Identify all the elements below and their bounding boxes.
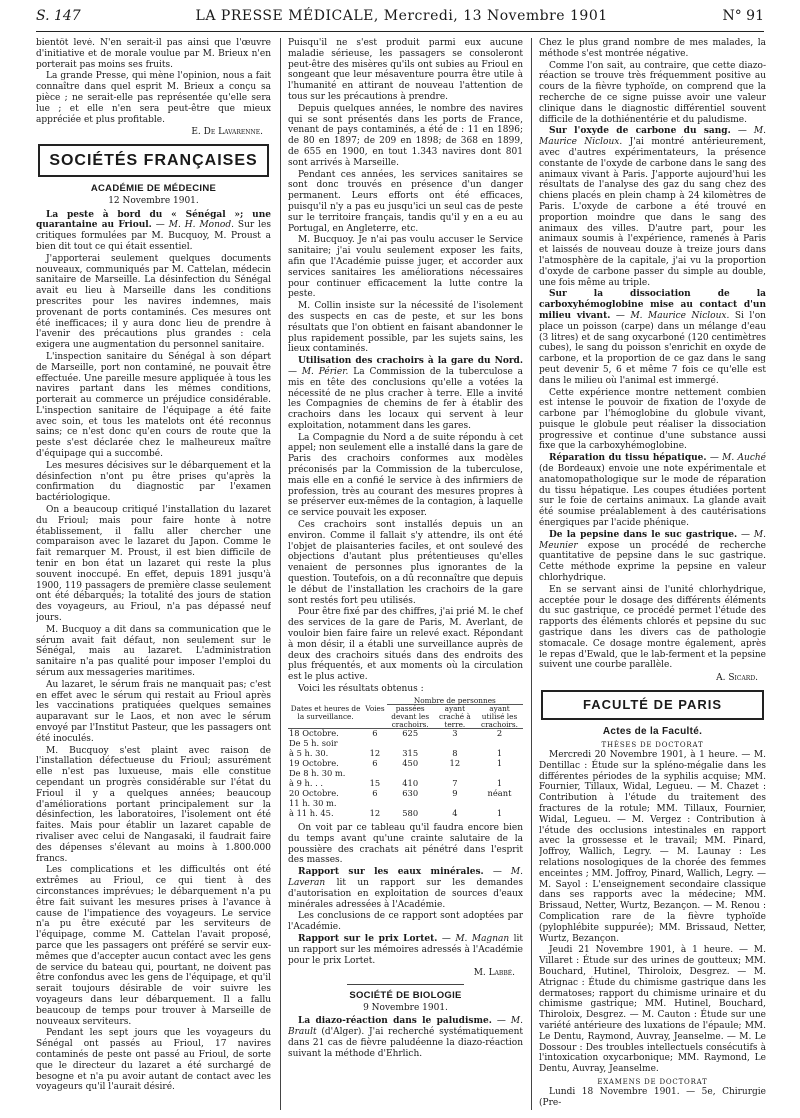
signature-labbe: M. Labbé. — [473, 968, 515, 979]
intro-paragraph-2: La grande Presse, qui mène l'opinion, nous a fait connaître dans quel esprit M. Brieux a conçu sa pièce ; ne serait-elle pas représentée qu'elle sera lue ; et elle n'en sera peut-être que mieux appréciée et plus profitable. — [36, 71, 271, 125]
table-cell: De 5 h. soir — [289, 738, 338, 749]
tissu-title: Réparation du tissu hépatique. — [549, 453, 707, 464]
eaux-text: lit un rapport sur les demandes d'autorisation en exploitation de sources d'eaux minérales adressées à l'Académie. — [288, 878, 523, 910]
bucquoy-paragraph: M. Bucquoy. Je n'ai pas voulu accuser le Service sanitaire; j'ai voulu seulement exposer les faits, afin que l'Académie puisse juger, et accorder aux services sanitaires les améliorations nécessaires pour continuer efficacement la lutte contre la peste. — [288, 235, 523, 300]
col2-paragraph: Depuis quelques années, le nombre des navires qui se sont présentés dans les ports de France, venant de pays contaminés, a été de : 11 en 1896; de 80 en 1897; de 209 en 1898; de 368 en 1899, de 655 en 1900, en tout 1.343 navires dont 801 sont arrivés à Marseille. — [288, 103, 523, 168]
peste-paragraph: M. Bucquoy a dit dans sa communication que le sérum avait fait défaut, non seulement sur le Sénégal, mais au lazaret. L'administration sanitaire n'a pas qualité pour imposer l'emploi du sérum aux messageries maritimes. — [36, 624, 271, 679]
peste-paragraph: Pendant les sept jours que les voyageurs du Sénégal ont passés au Frioul, 17 navires contaminés de peste ont passé au Frioul, de sorte que le directeur du lazaret a été surchargé de besogne et n'a pu avoir autant de contact avec les voyageurs qu'il l'aurait désiré. — [36, 1028, 271, 1093]
table-group-header: Nombre de personnes — [387, 697, 523, 705]
newspaper-title: LA PRESSE MÉDICALE, Mercredi, 13 Novembre 1901 — [195, 8, 608, 24]
table-cell: à 11 h. 45. — [289, 808, 334, 819]
peste-author: — M. H. Monod. — [155, 220, 234, 231]
section-title-box — [38, 144, 269, 177]
theses-label: THÈSES DE DOCTORAT — [601, 740, 704, 749]
peste-paragraph: On a beaucoup critiqué l'installation du lazaret du Frioul; mais pour faire honte à notre établissement, il fallu aller chercher une comparaison avec le lazaret du Japon. Comme le fait remarquer M. Proust, il est bien difficile de tenir en bon état un lazaret qui reste la plus souvent inoccupé. En effet, depuis 1891 jusqu'à 1900, 119 passagers de première classe seulement ont été débarqués; la totalité des jours de station des voyageurs, au Frioul, n'a pas dépassé neuf jours. — [36, 505, 271, 624]
peste-paragraph: J'apporterai seulement quelques documents nouveaux, communiqués par M. Cattelan, médecin sanitaire de Marseille. La désinfection du Sénégal avait eu lieu à Marseille dans les conditions prescrites pour les navires indemnes, mais provenant de ports contaminés. Ces mesures ont été inefficaces; il y aura donc lieu de prendre à l'avenir des précautions plus grandes : cela exigera une augmentation du personnel sanitaire. — [36, 253, 271, 351]
table-cell: 12 — [449, 758, 461, 769]
crachoirs-paragraph: Pour être fixé par des chiffres, j'ai prié M. le chef des services de la gare de Paris, M. Averlant, de vouloir bien faire faire un relevé exact. Répondant à mon désir, il a établi une surveillance auprès de deux des crachoirs situés dans des endroits des plus fréquentés, et aux moments où la circulation est le plus active. — [288, 607, 523, 683]
eaux-author: — M. Laveran — [288, 867, 523, 888]
lortet-author: — M. Magnan — [441, 933, 510, 944]
actes-heading: Actes de la Faculté. — [602, 725, 703, 737]
issue-number: N° 91 — [722, 8, 764, 24]
table-cell: 3 — [452, 728, 458, 739]
table-cell: 18 Octobre. — [289, 728, 339, 739]
table-cell: à 5 h. 30. — [289, 748, 329, 759]
diazo-author: — M. Brault — [288, 1016, 523, 1038]
table-cell: 8 — [452, 748, 458, 759]
lortet-text: lit un rapport sur les mémoires adressés à l'Académie pour le prix Lortet. — [288, 933, 523, 966]
table-cell: 11 h. 30 m. — [289, 798, 337, 809]
faculte-title: FACULTÉ DE PARIS — [582, 697, 723, 713]
table-cell: 1 — [496, 748, 503, 759]
table-cell: 630 — [402, 788, 419, 799]
column-3 — [539, 38, 766, 1112]
academy-heading: ACADÉMIE DE MÉDECINE — [90, 183, 217, 195]
section-title: SOCIÉTÉS FRANÇAISES — [49, 152, 258, 170]
table-header: passées devant les crachoirs. — [387, 705, 434, 729]
page-label: S. 147 — [36, 8, 81, 24]
collin-paragraph: M. Collin insiste sur la nécessité de l'isolement des suspects en cas de peste, et sur les bons résultats que l'on obtient en faisant abandonner le plus rapidement possible, par les sujets sains, les lieux contaminés. — [288, 301, 523, 355]
table-cell: 9 — [452, 788, 458, 799]
col3-paragraph: Comme l'on sait, au contraire, que cette diazo-réaction se trouve très fréquemment positive au cours de la fièvre typhoïde, on comprend que la recherche de ce signe puisse avoir une valeur clinique dans le diagnostic différentiel souvent difficile de la dothiénentérie et du paludisme. — [539, 60, 766, 125]
table-header: Dates et heures de la surveillance. — [288, 705, 363, 729]
table-intro: Voici les résultats obtenus : — [298, 684, 424, 695]
diazo-text: (d'Alger). J'ai recherché systématiquement dans 21 cas de fièvre paludéenne la diazo-réaction suivant la méthode d'Ehrlich. — [288, 1027, 523, 1059]
crachoirs-paragraph: Ces crachoirs sont installés depuis un an environ. Comme il fallait s'y attendre, ils ont été l'objet de plaisanteries faciles, et ont soulevé des objections d'autant plus prétentieuses qu'elles venaient de personnes plus ignorantes de la question. Toutefois, on a dû reconnaître que depuis le début de l'installation les crachoirs de la gare sont restés fort peu utilisés. — [288, 520, 523, 606]
signature-sicard: A. Sicard. — [716, 673, 758, 684]
peste-paragraph: L'inspection sanitaire du Sénégal à son départ de Marseille, port non contaminé, ne pouvait être effectuée. Une pareille mesure appliquée à tous les navires partant dans les mêmes conditions, porterait au commerce un préjudice considérable. L'inspection sanitaire de l'équipage a été faite avec soin, et tous les matelots ont été reconnus sains; ce n'est donc qu'en cours de route que la peste s'est déclarée chez le malheureux maître d'équipage qui a succombé. — [36, 351, 271, 460]
table-cell: 315 — [402, 748, 419, 759]
peste-paragraph: M. Bucquoy s'est plaint avec raison de l'installation défectueuse du Frioul; assurément elle n'est pas luxueuse, mais elle constitue cependant un progrès considérable sur l'état du Frioul il y a quelques années; beaucoup d'améliorations portant principalement sur la désinfection, les laboratoires, l'isolement ont été faites. Mais pour établir un lazaret capable de rivaliser avec celui de Nangasaki, il faudrait faire des dépenses s'élevant au moins à 1.800.000 francs. — [36, 745, 271, 864]
tissu-text: (de Bordeaux) envoie une note expérimentale et anatomopathologique sur le mode de réparation du tissu hépatique. Les coupes étudiées portent sur le foie de certains animaux. La glande avait été soumise préalablement à des cautérisations énergiques par l'acide phénique. — [539, 464, 766, 529]
table-header: Voies — [363, 705, 387, 729]
theses-paragraph-2: Jeudi 21 Novembre 1901, à 1 heure. — M. Villaret : Étude sur des urines de goutteux; MM. Bouchard, Hutinel, Thiroloix, Desgrez. — M. Atrignac : Étude du chimisme gastrique dans les dermatoses; rapport du chimisme urinaire et du chimisme gastrique; MM. Hutinel, Bouchard, Thiroloix, Desgrez. — M. Cauton : Étude sur une variété antérieure des luxations de l'épaule; MM. Le Dentu, Raymond, Auvray, Jeanselme. — M. Le Dossour : Des troubles intellectuels consécutifs à l'intoxication oxycarbonique; MM. Raymond, Le Dentu, Auvray, Jeanselme. — [539, 945, 766, 1075]
table-header: ayant utilisé les crachoirs. — [476, 705, 523, 729]
faculte-title-box — [541, 690, 764, 720]
table-cell: 1 — [496, 778, 503, 789]
pepsine-paragraph-2: En se servant ainsi de l'unité chlorhydrique, acceptée pour le dosage des différents éléments du suc gastrique, ce procédé permet l'étude des rapports des éléments chlorés et pepsine du suc gastrique dans les divers cas de pathologie stomacale. Ce dosage montre également, après le repas d'Ewald, que le lab-ferment et la pepsine suivent une courbe parallèle. — [539, 584, 766, 671]
oxyde-title: Sur l'oxyde de carbone du sang. — [549, 126, 731, 137]
table-cell: 7 — [452, 778, 458, 789]
table-cell: 6 — [372, 758, 378, 769]
table-cell: 1 — [496, 758, 503, 769]
biologie-date: 9 Novembre 1901. — [363, 1002, 448, 1013]
table-cell: à 9 h. . . — [289, 778, 324, 789]
col2-paragraph: Puisqu'il ne s'est produit parmi eux aucune maladie sérieuse, les passagers se consoleront peut-être des misères qu'ils ont subies au Frioul en songeant que leur mésaventure pourra être utile à l'humanité en attirant de nouveau l'attention de tous sur les précautions à prendre. — [288, 38, 523, 102]
table-cell: 2 — [496, 728, 503, 739]
column-2 — [288, 38, 523, 1112]
pepsine-text: expose un procédé de recherche quantitative de pepsine dans le suc gastrique. Cette méthode exprime la pepsine en valeur chlorhydrique. — [539, 540, 766, 584]
crachoirs-paragraph: La Compagnie du Nord a de suite répondu à cet appel; non seulement elle a installé dans la gare de Paris des crachoirs conformes aux modèles préconisés par la Commission de la tuberculose, mais elle en a confié le service à des infirmiers de profession, très au courant des mesures propres à se préserver eux-mêmes de la contagion, à laquelle ce service pouvait les exposer. — [288, 432, 523, 519]
examens-paragraph: Lundi 18 Novembre 1901. — 5e, Chirurgie (Pre- — [539, 1087, 766, 1109]
table-cell: 1 — [496, 808, 503, 819]
eaux-conclusion: Les conclusions de ce rapport sont adoptées par l'Académie. — [288, 911, 523, 933]
header-rule — [36, 31, 764, 32]
table-cell: 625 — [402, 728, 419, 739]
table-cell: 20 Octobre. — [289, 788, 339, 799]
table-cell: De 8 h. 30 m. — [289, 768, 346, 779]
peste-title: La peste à bord du « Sénégal »; une quarantaine au Frioul. — [36, 209, 271, 231]
table-cell: 450 — [402, 758, 419, 769]
dissoc-author: — M. Maurice Nicloux. — [615, 310, 730, 321]
oxyde-text: J'ai montré antérieurement, avec d'autres expérimentateurs, la présence constante de l'oxyde de carbone dans le sang des animaux vivant à Paris. J'apporte aujourd'hui les résultats de l'analyse des gaz du sang chez des chiens placés en plein champ à 24 kilomètres de Paris. L'oxyde de carbone a été trouvé en proportion moindre que dans le sang des animaux des villes. D'autre part, pour les animaux soumis à l'expérience, ramenés à Paris et laissés de nouveau douze à treize jours dans l'atmosphère de la capitale, j'ai vu la proportion d'oxyde de carbone passer du simple au double, une fois même au triple. — [539, 137, 766, 288]
column-1 — [36, 38, 271, 1112]
peste-paragraph: Les complications et les difficultés ont été extrêmes au Frioul, ce qui tient à des circonstances imprévues; le débarquement n'a pu être fait suivant les mesures prises à l'avance à cause de l'impatience des voyageurs. Le service n'a pu être exécuté par les serviteurs de l'équipage, comme M. Cattelan l'avait proposé, parce que les passagers ont préféré se servir eux-mêmes que d'accepter aucun contact avec les gens de service du bateau qui, pourtant, ne doivent pas être confondus avec les gens de l'équipage, et qu'il serait toujours désirable de voir suivre les voyageurs dans leur débarquement. Il a fallu beaucoup de temps pour trouver à Marseille de nouveaux serviteurs. — [36, 865, 271, 1027]
diazo-title: La diazo-réaction dans le paludisme. — [298, 1016, 492, 1027]
peste-paragraph: Au lazaret, le sérum frais ne manquait pas; c'est en effet avec le sérum qui restait au Frioul après les vaccinations pratiquées quelques semaines auparavant sur le Laos, et non avec le sérum envoyé par l'Institut Pasteur, que les passagers ont été inoculés. — [36, 679, 271, 744]
section-divider — [347, 984, 465, 985]
table-cell: 6 — [372, 728, 378, 739]
academy-date: 12 Novembre 1901. — [108, 195, 199, 206]
table-row — [288, 809, 523, 819]
results-table — [288, 697, 523, 819]
signature-lavarenne: E. De Lavarenne. — [191, 127, 263, 138]
dissoc-title: Sur la dissociation de la carboxyhémoglobine mise au contact d'un milieu vivant. — [539, 289, 766, 321]
table-cell: 4 — [452, 808, 458, 819]
peste-lead: Sur les critiques formulées par M. Bucquoy, M. Proust a bien dit tout ce qui était essentiel. — [36, 220, 271, 252]
peste-paragraph: Les mesures décisives sur le débarquement et la désinfection n'ont pu être prises qu'après la confirmation du diagnostic par l'examen bactériologique. — [36, 460, 271, 504]
table-cell: 19 Octobre. — [289, 758, 339, 769]
table-header: ayant craché à terre. — [434, 705, 476, 729]
table-cell: 410 — [402, 778, 419, 789]
oxyde-author: — M. Maurice Nicloux. — [539, 126, 766, 148]
table-cell: néant — [487, 788, 512, 799]
after-table-paragraph: On voit par ce tableau qu'il faudra encore bien du temps avant qu'une crainte salutaire de la poussière des crachats ait pénétré dans l'esprit des masses. — [288, 823, 523, 866]
tissu-author: — M. Auché — [709, 453, 766, 464]
table-cell: 15 — [369, 778, 381, 789]
table-cell: 6 — [372, 788, 378, 799]
intro-paragraph-1: bientôt levé. N'en serait-il pas ainsi que l'œuvre d'initiative et de morale voulue par M. Brieux n'en porterait pas moins ses fruits. — [36, 38, 271, 70]
pepsine-author: — M. Meunier — [539, 529, 766, 551]
crachoirs-lead: La Commission de la tuberculose a mis en tête des conclusions qu'elle a votées la nécessité de ne plus cracher à terre. Elle a invité les Compagnies de chemins de fer à établir des crachoirs dans les locaux qui servent à leur exploitation, notamment dans les gares. — [288, 366, 523, 431]
pepsine-title: De la pepsine dans le suc gastrique. — [549, 529, 738, 540]
eaux-title: Rapport sur les eaux minérales. — [298, 867, 484, 878]
crachoirs-title: Utilisation des crachoirs à la gare du Nord. — [298, 356, 523, 367]
table-cell: 580 — [402, 808, 419, 819]
col2-paragraph: Pendant ces années, les services sanitaires se sont donc trouvés en présence d'un danger permanent. Leurs efforts ont été efficaces, puisqu'il n'y a pas eu jusqu'ici un seul cas de peste sur le territoire français, tandis qu'il y en a eu au Portugal, en Angleterre, etc. — [288, 169, 523, 234]
biologie-heading: SOCIÉTÉ DE BIOLOGIE — [349, 990, 462, 1002]
column-divider-1 — [280, 38, 281, 1110]
table-cell: 12 — [369, 748, 381, 759]
lortet-title: Rapport sur le prix Lortet. — [298, 933, 438, 944]
dissoc-paragraph-2: Cette expérience montre nettement combien est intense le pouvoir de fixation de l'oxyde de carbone par l'hémoglobine du globule vivant, puisque le globule peut réaliser la dissociation progressive et continue d'une substance aussi fixe que la carboxyhémoglobine. — [539, 387, 766, 452]
column-divider-2 — [531, 38, 532, 1110]
col3-paragraph: Chez le plus grand nombre de mes malades, la méthode s'est montrée négative. — [539, 38, 766, 59]
theses-paragraph-1: Mercredi 20 Novembre 1901, à 1 heure. — M. Dentillac : Étude sur la spléno-mégalie dans les différentes périodes de la syphilis acquise; MM. Fournier, Tillaux, Widal, Legueu. — M. Chazet : Contribution à l'étude du traitement des fractures de la rotule; MM. Tillaux, Fournier, Widal, Legueu. — M. Vergez : Contribution à l'étude des occlusions intestinales en rapport avec la grossesse et le travail; MM. Pinard, Joffroy, Wallich, Legry. — M. Launay : Les relations nosologiques de la chorée des femmes enceintes ; MM. Joffroy, Pinard, Wallich, Legry. — M. Sayol : L'enseignement secondaire classique dans ses rapports avec la médecine; MM. Brissaud, Netter, Wurtz, Bezançon. — M. Renou : Complication rare de la fièvre typhoïde (pylophlébite suppurée); MM. Brissaud, Netter, Wurtz, Bezançon. — [539, 750, 766, 944]
crachoirs-author: — M. Périer. — [288, 366, 349, 377]
dissoc-text: Si l'on place un poisson (carpe) dans un mélange d'eau (3 litres) et de sang oxycarboné (120 centimètres cubes), le sang du poisson s'enrichit en oxyde de carbone, et la proportion de ce gaz dans le sang peut devenir 5, 6 et même 7 fois ce qu'elle est dans le milieu où l'animal est immergé. — [539, 310, 766, 386]
page-header — [36, 8, 764, 30]
table-cell: 12 — [369, 808, 381, 819]
examens-label: EXAMENS DE DOCTORAT — [597, 1077, 708, 1086]
